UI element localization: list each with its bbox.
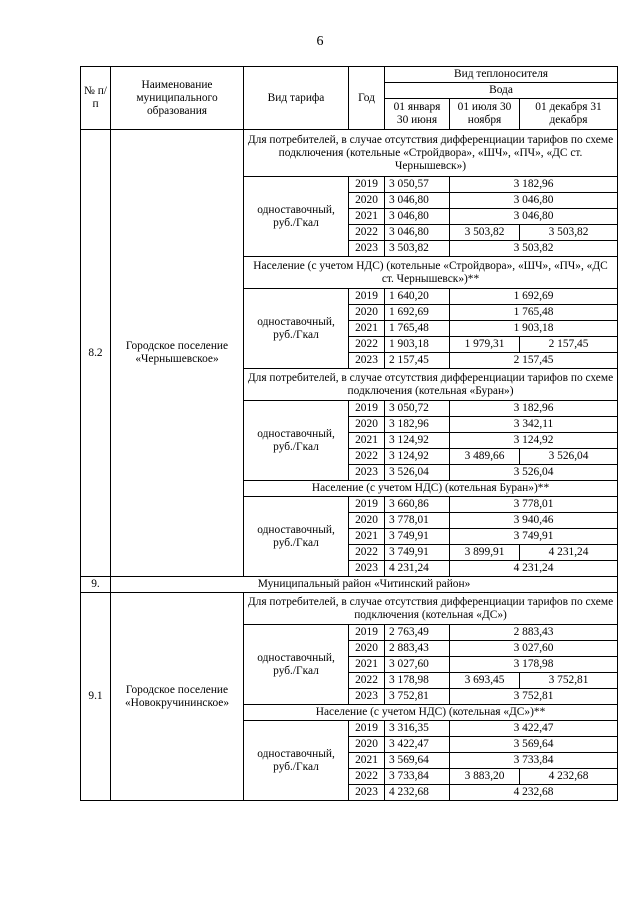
- value-cell: 3 342,11: [450, 417, 618, 433]
- value-cell: 3 316,35: [385, 721, 450, 737]
- value-cell: 3 503,82: [450, 241, 618, 257]
- year-cell: 2020: [349, 305, 385, 321]
- value-cell: 3 182,96: [385, 417, 450, 433]
- value-cell: 3 027,60: [385, 657, 450, 673]
- year-cell: 2019: [349, 177, 385, 193]
- value-cell: 3 883,20: [450, 769, 520, 785]
- value-cell: 3 569,64: [450, 737, 618, 753]
- group-title: Для потребителей, в случае отсутствия дифференциации тарифов по схеме подключения (котельные «Стройдвора», «ШЧ», «ПЧ», «ДС ст. Чернышевск»): [244, 130, 618, 177]
- value-cell: 3 489,66: [450, 449, 520, 465]
- table-row: [81, 67, 618, 83]
- group-title: Население (с учетом НДС) (котельная Буран»)**: [244, 481, 618, 497]
- year-cell: 2023: [349, 353, 385, 369]
- group-title: Для потребителей, в случае отсутствия дифференциации тарифов по схеме подключения (котельная «Буран»): [244, 369, 618, 401]
- value-cell: 3 778,01: [450, 497, 618, 513]
- value-cell: 3 422,47: [385, 737, 450, 753]
- value-cell: 3 178,98: [385, 673, 450, 689]
- year-cell: 2021: [349, 433, 385, 449]
- year-cell: 2022: [349, 225, 385, 241]
- value-cell: 3 178,98: [450, 657, 618, 673]
- header-num: № п/п: [81, 67, 111, 130]
- value-cell: 3 503,82: [520, 225, 618, 241]
- value-cell: 3 046,80: [385, 193, 450, 209]
- value-cell: 3 050,57: [385, 177, 450, 193]
- value-cell: 3 733,84: [450, 753, 618, 769]
- value-cell: 1 692,69: [385, 305, 450, 321]
- municipality-name: Городское поселение «Чернышевское»: [111, 130, 244, 577]
- year-cell: 2023: [349, 561, 385, 577]
- year-cell: 2020: [349, 513, 385, 529]
- table-row: [81, 130, 618, 177]
- value-cell: 3 124,92: [385, 449, 450, 465]
- value-cell: 1 765,48: [450, 305, 618, 321]
- year-cell: 2021: [349, 657, 385, 673]
- value-cell: 3 182,96: [450, 401, 618, 417]
- row-number: 9.1: [81, 593, 111, 801]
- value-cell: 3 422,47: [450, 721, 618, 737]
- header-carrier: Вид теплоносителя: [385, 67, 618, 83]
- value-cell: 4 232,68: [385, 785, 450, 801]
- district-title: Муниципальный район «Читинский район»: [111, 577, 618, 593]
- tariff-table: [80, 66, 618, 801]
- tariff-type: одноставочный, руб./Гкал: [244, 401, 349, 481]
- group-title: Население (с учетом НДС) (котельная «ДС»)**: [244, 705, 618, 721]
- year-cell: 2020: [349, 193, 385, 209]
- tariff-type: одноставочный, руб./Гкал: [244, 177, 349, 257]
- value-cell: 3 749,91: [450, 529, 618, 545]
- header-period: 01 декабря 31 декабря: [520, 99, 618, 130]
- year-cell: 2021: [349, 529, 385, 545]
- value-cell: 3 182,96: [450, 177, 618, 193]
- value-cell: 2 763,49: [385, 625, 450, 641]
- value-cell: 4 231,24: [450, 561, 618, 577]
- year-cell: 2019: [349, 289, 385, 305]
- value-cell: 2 157,45: [450, 353, 618, 369]
- year-cell: 2023: [349, 785, 385, 801]
- group-title: Население (с учетом НДС) (котельные «Стройдвора», «ШЧ», «ПЧ», «ДС ст. Чернышевск»)**: [244, 257, 618, 289]
- value-cell: 3 526,04: [450, 465, 618, 481]
- year-cell: 2021: [349, 321, 385, 337]
- value-cell: 3 050,72: [385, 401, 450, 417]
- value-cell: 1 765,48: [385, 321, 450, 337]
- header-name: Наименование муниципального образования: [111, 67, 244, 130]
- value-cell: 3 899,91: [450, 545, 520, 561]
- table-row: [81, 593, 618, 625]
- year-cell: 2022: [349, 337, 385, 353]
- value-cell: 3 526,04: [520, 449, 618, 465]
- value-cell: 3 733,84: [385, 769, 450, 785]
- value-cell: 3 503,82: [450, 225, 520, 241]
- year-cell: 2022: [349, 545, 385, 561]
- value-cell: 3 752,81: [450, 689, 618, 705]
- year-cell: 2019: [349, 401, 385, 417]
- header-year: Год: [349, 67, 385, 130]
- value-cell: 3 940,46: [450, 513, 618, 529]
- tariff-type: одноставочный, руб./Гкал: [244, 497, 349, 577]
- header-water: Вода: [385, 83, 618, 99]
- value-cell: 3 526,04: [385, 465, 450, 481]
- value-cell: 3 660,86: [385, 497, 450, 513]
- year-cell: 2023: [349, 689, 385, 705]
- year-cell: 2021: [349, 753, 385, 769]
- value-cell: 2 157,45: [385, 353, 450, 369]
- value-cell: 3 503,82: [385, 241, 450, 257]
- value-cell: 2 157,45: [520, 337, 618, 353]
- value-cell: 3 124,92: [450, 433, 618, 449]
- table-row: [81, 577, 618, 593]
- value-cell: 2 883,43: [450, 625, 618, 641]
- value-cell: 3 749,91: [385, 529, 450, 545]
- year-cell: 2019: [349, 497, 385, 513]
- value-cell: 2 883,43: [385, 641, 450, 657]
- value-cell: 3 046,80: [385, 225, 450, 241]
- value-cell: 1 903,18: [385, 337, 450, 353]
- value-cell: 3 778,01: [385, 513, 450, 529]
- year-cell: 2019: [349, 625, 385, 641]
- tariff-type: одноставочный, руб./Гкал: [244, 625, 349, 705]
- tariff-type: одноставочный, руб./Гкал: [244, 289, 349, 369]
- municipality-name: Городское поселение «Новокручининское»: [111, 593, 244, 801]
- value-cell: 1 692,69: [450, 289, 618, 305]
- year-cell: 2020: [349, 737, 385, 753]
- year-cell: 2023: [349, 241, 385, 257]
- year-cell: 2023: [349, 465, 385, 481]
- value-cell: 4 231,24: [385, 561, 450, 577]
- header-period: 01 января 30 июня: [385, 99, 450, 130]
- year-cell: 2020: [349, 641, 385, 657]
- row-number: 8.2: [81, 130, 111, 577]
- header-period: 01 июля 30 ноября: [450, 99, 520, 130]
- value-cell: 3 124,92: [385, 433, 450, 449]
- header-tariff: Вид тарифа: [244, 67, 349, 130]
- value-cell: 3 046,80: [450, 193, 618, 209]
- year-cell: 2022: [349, 449, 385, 465]
- value-cell: 3 046,80: [450, 209, 618, 225]
- value-cell: 3 569,64: [385, 753, 450, 769]
- value-cell: 4 232,68: [520, 769, 618, 785]
- value-cell: 3 027,60: [450, 641, 618, 657]
- value-cell: 1 903,18: [450, 321, 618, 337]
- row-number: 9.: [81, 577, 111, 593]
- group-title: Для потребителей, в случае отсутствия дифференциации тарифов по схеме подключения (котельная «ДС»): [244, 593, 618, 625]
- page-number: 6: [316, 34, 324, 49]
- year-cell: 2022: [349, 673, 385, 689]
- year-cell: 2020: [349, 417, 385, 433]
- value-cell: 4 232,68: [450, 785, 618, 801]
- value-cell: 1 979,31: [450, 337, 520, 353]
- value-cell: 4 231,24: [520, 545, 618, 561]
- year-cell: 2021: [349, 209, 385, 225]
- year-cell: 2022: [349, 769, 385, 785]
- value-cell: 3 752,81: [385, 689, 450, 705]
- value-cell: 3 046,80: [385, 209, 450, 225]
- value-cell: 3 749,91: [385, 545, 450, 561]
- value-cell: 3 752,81: [520, 673, 618, 689]
- value-cell: 1 640,20: [385, 289, 450, 305]
- value-cell: 3 693,45: [450, 673, 520, 689]
- tariff-type: одноставочный, руб./Гкал: [244, 721, 349, 801]
- year-cell: 2019: [349, 721, 385, 737]
